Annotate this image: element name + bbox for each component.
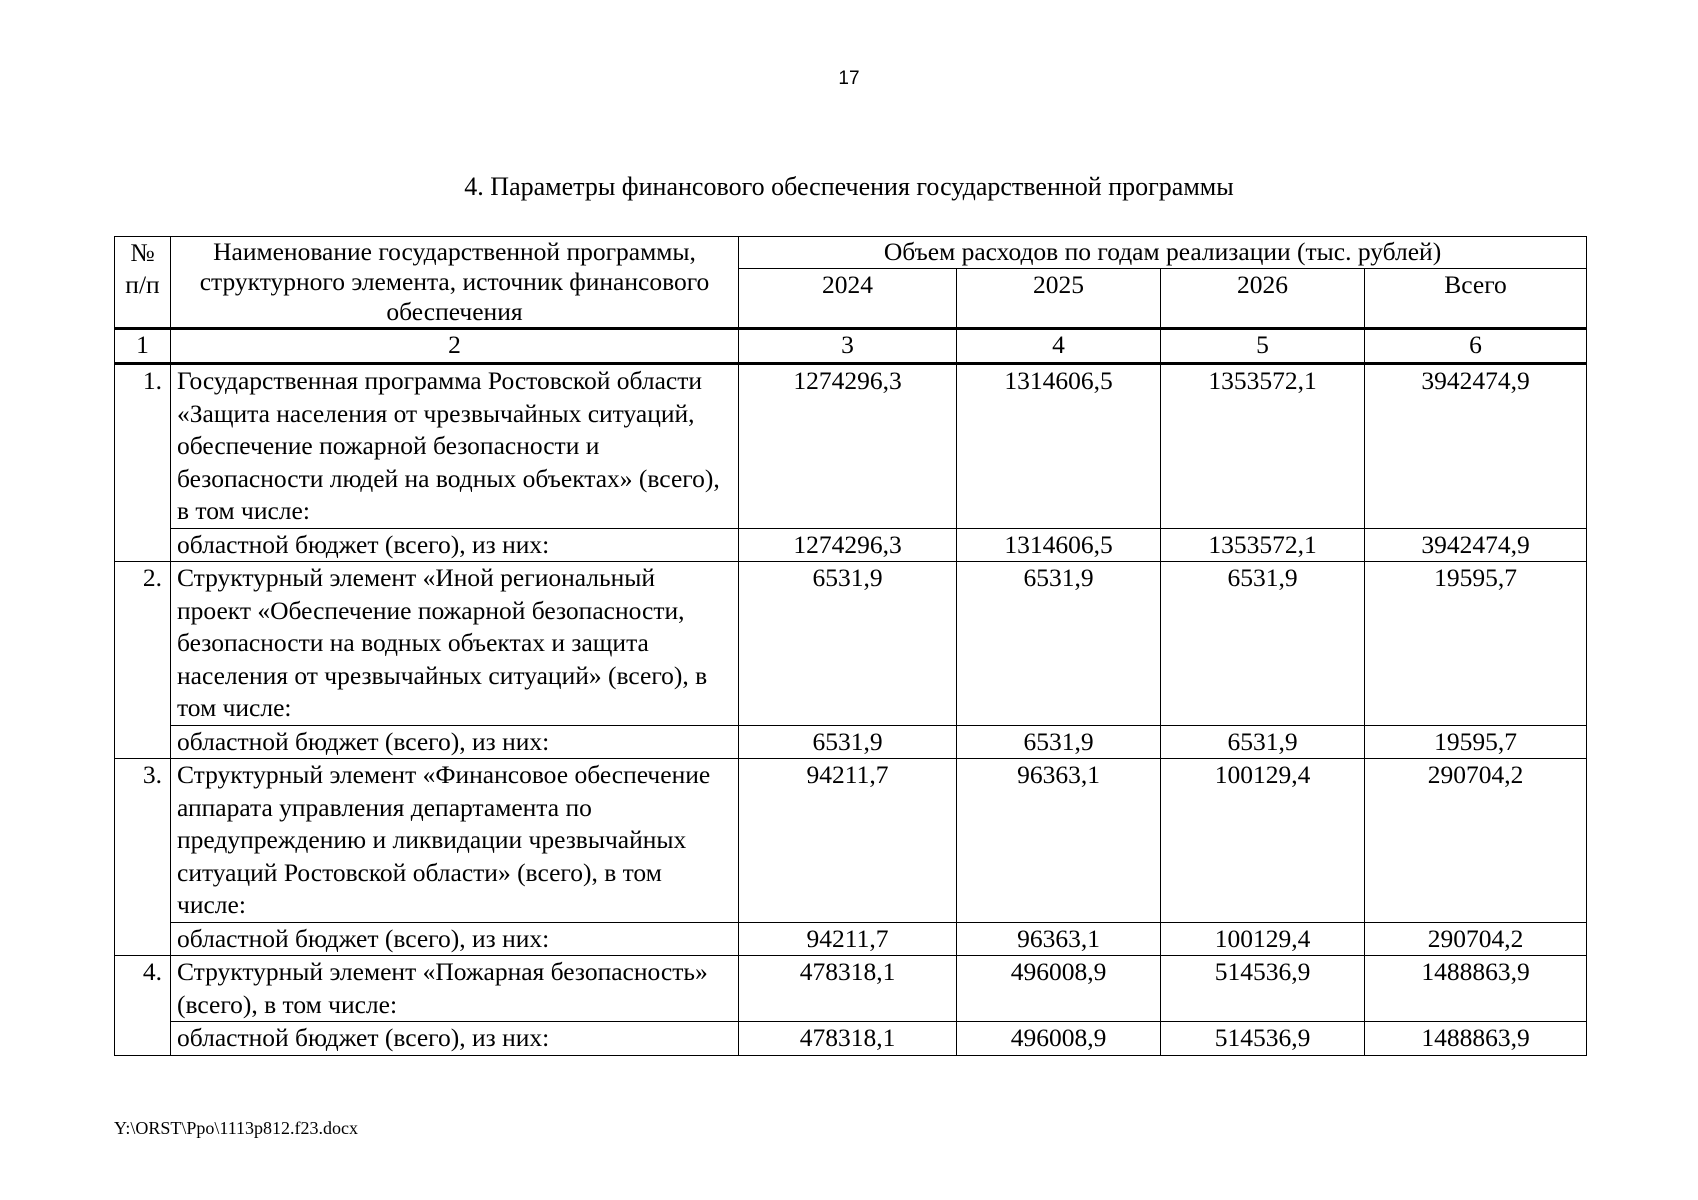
row-value: 100129,4 [1161, 759, 1365, 923]
row-number: 1. [115, 364, 171, 562]
row-value: 1353572,1 [1161, 528, 1365, 562]
row-value: 1314606,5 [957, 364, 1161, 529]
row-name: Государственная программа Ростовской области «Защита населения от чрезвычайных ситуаций, обеспечение пожарной безопасности и безопасности людей на водных объектах» (всего), в том числе: [171, 364, 739, 529]
row-value: 6531,9 [1161, 725, 1365, 759]
row-number: 2. [115, 562, 171, 759]
section-title: 4. Параметры финансового обеспечения государственной программы [464, 172, 1234, 201]
table-row [115, 725, 1587, 759]
column-number: 6 [1365, 329, 1587, 364]
row-value: 96363,1 [957, 759, 1161, 923]
row-name: областной бюджет (всего), из них: [171, 1022, 739, 1056]
row-value: 6531,9 [1161, 562, 1365, 726]
table-row [115, 956, 1587, 1022]
column-number: 1 [115, 329, 171, 364]
table-row [115, 922, 1587, 956]
row-value: 19595,7 [1365, 725, 1587, 759]
row-value: 496008,9 [957, 956, 1161, 1022]
financing-table [114, 236, 1587, 1056]
column-number: 4 [957, 329, 1161, 364]
table-row [115, 528, 1587, 562]
row-name: областной бюджет (всего), из них: [171, 528, 739, 562]
column-number: 2 [171, 329, 739, 364]
row-name: областной бюджет (всего), из них: [171, 725, 739, 759]
header-year: 2026 [1161, 269, 1365, 329]
header-name: Наименование государственной программы, структурного элемента, источник финансового обеспечения [171, 237, 739, 329]
row-number: 4. [115, 956, 171, 1056]
row-value: 3942474,9 [1365, 528, 1587, 562]
row-value: 1488863,9 [1365, 1022, 1587, 1056]
row-value: 290704,2 [1365, 759, 1587, 923]
row-value: 100129,4 [1161, 922, 1365, 956]
row-value: 478318,1 [739, 956, 957, 1022]
page-number: 17 [838, 68, 860, 89]
header-volume: Объем расходов по годам реализации (тыс. рублей) [739, 237, 1587, 269]
row-value: 3942474,9 [1365, 364, 1587, 529]
row-value: 6531,9 [739, 725, 957, 759]
row-value: 1488863,9 [1365, 956, 1587, 1022]
row-name: областной бюджет (всего), из них: [171, 922, 739, 956]
row-value: 19595,7 [1365, 562, 1587, 726]
row-name: Структурный элемент «Финансовое обеспечение аппарата управления департамента по предупреждению и ликвидации чрезвычайных ситуаций Ростовской области» (всего), в том числе: [171, 759, 739, 923]
column-number: 5 [1161, 329, 1365, 364]
row-name: Структурный элемент «Иной региональный проект «Обеспечение пожарной безопасности, безопасности на водных объектах и защита населения от чрезвычайных ситуаций» (всего), в том числе: [171, 562, 739, 726]
row-value: 514536,9 [1161, 956, 1365, 1022]
row-value: 514536,9 [1161, 1022, 1365, 1056]
header-year: 2024 [739, 269, 957, 329]
file-path-footer: Y:\ORST\Ppo\1113p812.f23.docx [114, 1118, 359, 1138]
row-value: 1274296,3 [739, 528, 957, 562]
row-value: 1314606,5 [957, 528, 1161, 562]
header-year: 2025 [957, 269, 1161, 329]
row-value: 1274296,3 [739, 364, 957, 529]
column-number: 3 [739, 329, 957, 364]
column-number-row [115, 329, 1587, 364]
table-row [115, 364, 1587, 529]
row-value: 290704,2 [1365, 922, 1587, 956]
row-value: 6531,9 [957, 725, 1161, 759]
row-value: 94211,7 [739, 922, 957, 956]
table-row [115, 759, 1587, 923]
header-num: № п/п [115, 237, 171, 329]
header-total: Всего [1365, 269, 1587, 329]
table-row [115, 562, 1587, 726]
row-value: 94211,7 [739, 759, 957, 923]
row-value: 6531,9 [957, 562, 1161, 726]
row-value: 1353572,1 [1161, 364, 1365, 529]
row-number: 3. [115, 759, 171, 956]
row-value: 496008,9 [957, 1022, 1161, 1056]
row-value: 96363,1 [957, 922, 1161, 956]
row-value: 6531,9 [739, 562, 957, 726]
row-value: 478318,1 [739, 1022, 957, 1056]
row-name: Структурный элемент «Пожарная безопасность» (всего), в том числе: [171, 956, 739, 1022]
table-row [115, 1022, 1587, 1056]
